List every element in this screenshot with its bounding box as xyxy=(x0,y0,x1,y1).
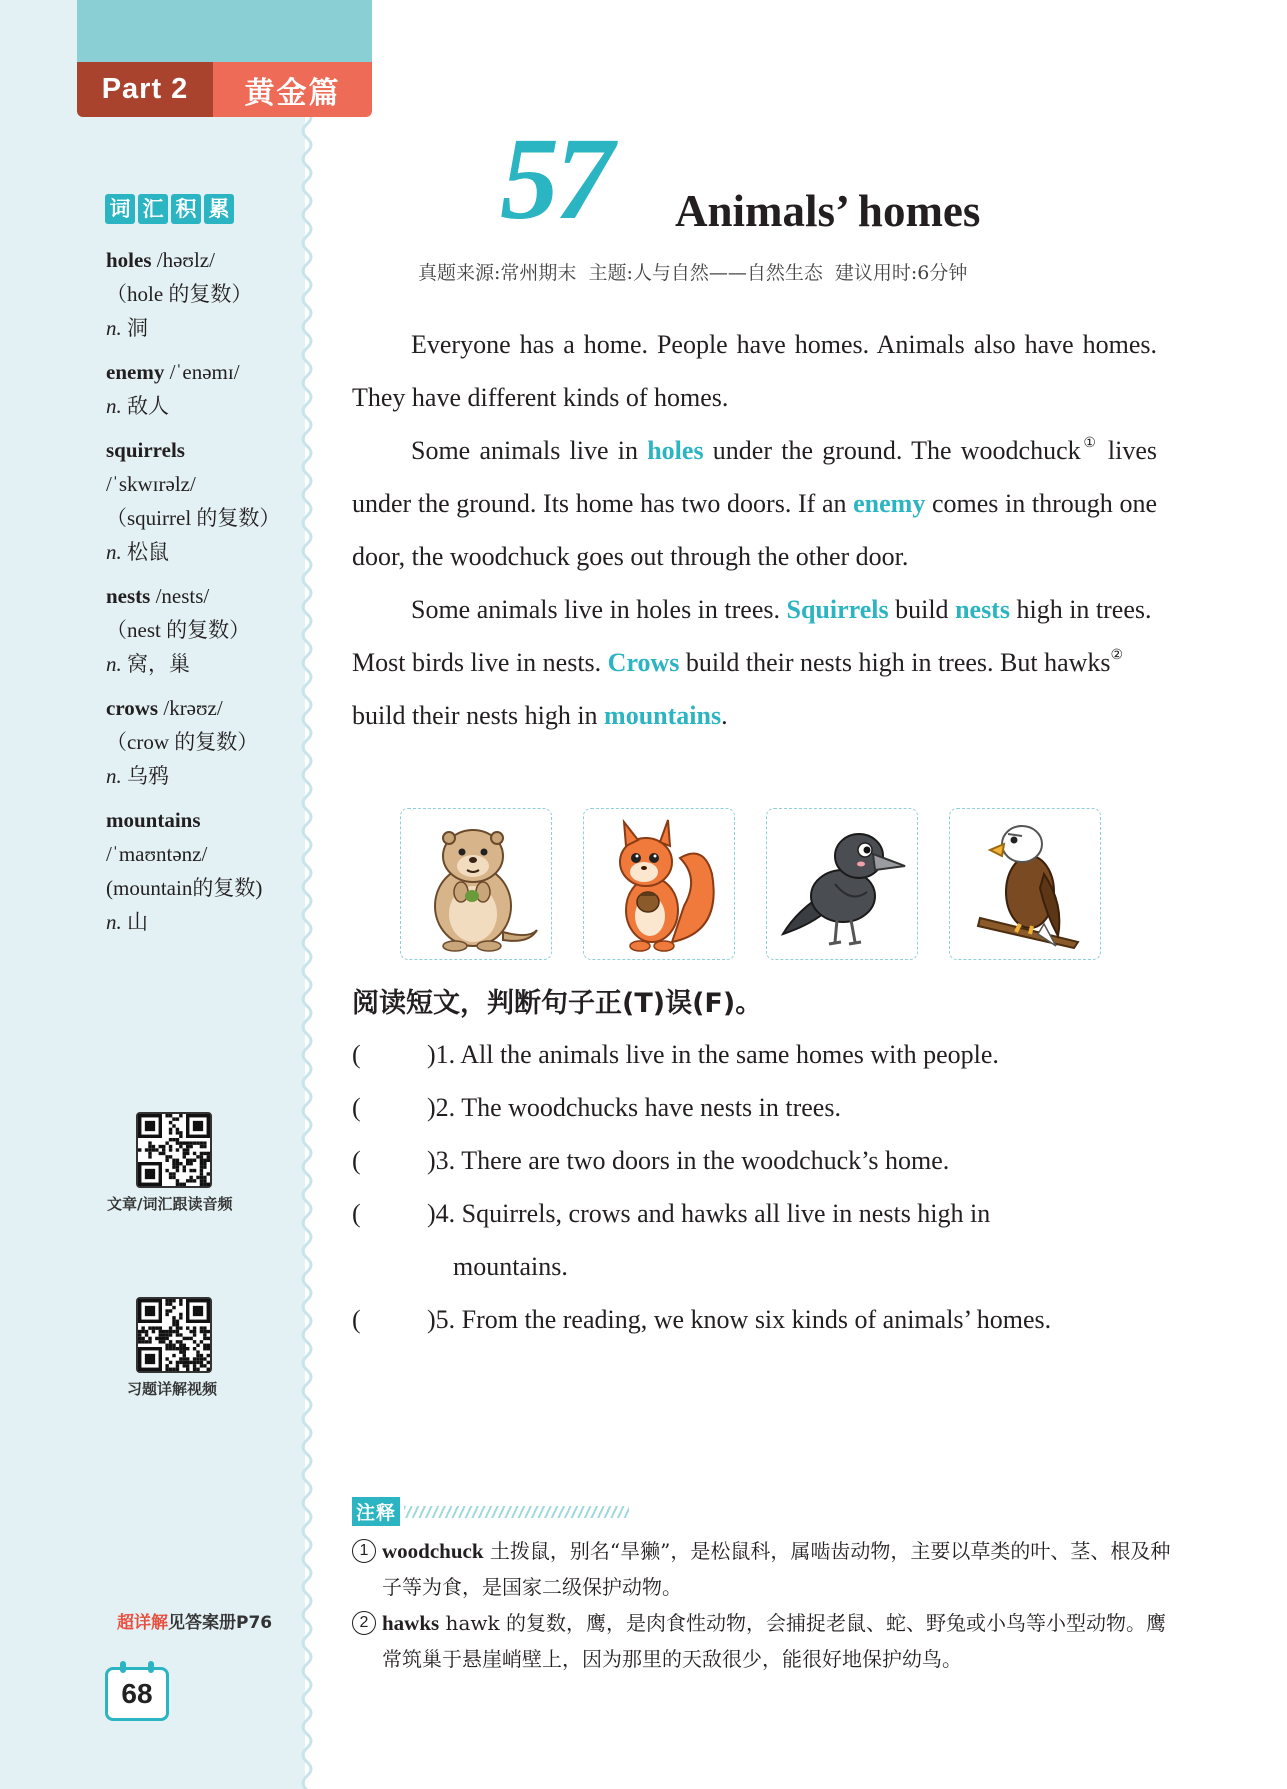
vocab-heading-char: 汇 xyxy=(138,194,168,224)
notes-tag: 注释 xyxy=(352,1497,400,1526)
question-text: )4. Squirrels, crows and hawks all live in nests high in xyxy=(427,1199,991,1228)
answer-blank[interactable]: ( xyxy=(352,1305,361,1334)
vocab-entry xyxy=(106,243,306,345)
question-text: )2. The woodchucks have nests in trees. xyxy=(427,1093,841,1122)
question-text: mountains. xyxy=(427,1252,568,1281)
keyword: Crows xyxy=(607,648,680,677)
footnote-number: 2 xyxy=(352,1611,376,1635)
vocab-word: enemy xyxy=(106,360,165,384)
lesson-title: Animals’ homes xyxy=(675,186,981,236)
footnote-body xyxy=(382,1533,1172,1605)
vocab-detail: （nest 的复数） xyxy=(106,618,251,642)
answer-blank[interactable]: ( xyxy=(352,1040,361,1069)
vocab-line xyxy=(106,647,306,681)
footnote-item xyxy=(352,1605,1172,1677)
notes-heading xyxy=(352,1497,629,1526)
vocab-detail: （hole 的复数） xyxy=(106,282,253,306)
vocab-line xyxy=(106,613,306,647)
part-tab xyxy=(77,62,372,117)
vocab-detail: （crow 的复数） xyxy=(106,730,259,754)
vocab-pos: n. xyxy=(106,394,122,418)
question-row xyxy=(352,1240,1172,1293)
woodchuck-illustration xyxy=(400,808,552,960)
vocab-line xyxy=(106,725,306,759)
question-text: )1. All the animals live in the same homes with people. xyxy=(427,1040,999,1069)
passage-paragraph-1: Everyone has a home. People have homes. Animals also have homes. They have different kinds of homes. xyxy=(352,330,1157,412)
vocab-detail: /həʊlz/ xyxy=(151,248,215,272)
footnote-term: hawks xyxy=(382,1611,440,1635)
question-text: )3. There are two doors in the woodchuck’s home. xyxy=(427,1146,950,1175)
footnote-ref-2: ② xyxy=(1110,648,1124,663)
passage-paragraph-3: Some animals live in holes in trees. Squirrels build nests high in trees. Most birds live in nests. Crows build their nests high in trees. But hawks② build their nests high in mountains. xyxy=(352,595,1152,730)
question-row xyxy=(352,1293,1172,1346)
keyword: nests xyxy=(955,595,1010,624)
vocab-detail: 松鼠 xyxy=(121,540,169,564)
question-text: )5. From the reading, we know six kinds of animals’ homes. xyxy=(427,1305,1052,1334)
page-number-badge xyxy=(105,1667,169,1721)
answer-blank[interactable]: ( xyxy=(352,1146,361,1175)
vocab-pos: n. xyxy=(106,910,122,934)
footnote-number: 1 xyxy=(352,1539,376,1563)
vocab-detail: 乌鸦 xyxy=(121,764,169,788)
vocab-line xyxy=(106,277,306,311)
qr-code-audio[interactable] xyxy=(136,1112,212,1188)
footnote-item xyxy=(352,1533,1172,1605)
crow-illustration xyxy=(766,808,918,960)
vocab-pos: n. xyxy=(106,764,122,788)
answer-blank[interactable] xyxy=(352,1240,427,1293)
vocab-pos: n. xyxy=(106,316,122,340)
answer-blank[interactable]: ( xyxy=(352,1199,361,1228)
calendar-ring-icon xyxy=(148,1661,154,1673)
footnote-text: 土拨鼠，别名“旱獭”，是松鼠科，属啮齿动物，主要以草类的叶、茎、根及种子等为食，是国家二级保护动物。 xyxy=(382,1539,1171,1599)
vocab-line xyxy=(106,433,306,467)
vocab-detail: (mountain的复数) xyxy=(106,876,263,900)
answer-ref-highlight: 超详解 xyxy=(117,1613,168,1633)
vocab-detail: /krəʊz/ xyxy=(158,696,223,720)
lesson-meta: 真题来源:常州期末 主题:人与自然——自然生态 建议用时:6分钟 xyxy=(418,262,968,284)
section-label: 黄金篇 xyxy=(213,62,372,117)
vocab-line xyxy=(106,691,306,725)
vocab-word: nests xyxy=(106,584,151,608)
footnote-term: woodchuck xyxy=(382,1539,484,1563)
answer-ref-text: 见答案册P76 xyxy=(168,1613,273,1633)
vocab-detail: 窝，巢 xyxy=(121,652,190,676)
vocab-heading xyxy=(105,194,234,224)
question-row xyxy=(352,1187,1172,1240)
page-number: 68 xyxy=(121,1678,153,1709)
vocab-detail: /ˈmaʊntənz/ xyxy=(106,842,208,866)
question-row xyxy=(352,1081,1172,1134)
vocab-line xyxy=(106,837,306,871)
vocab-line xyxy=(106,355,306,389)
hawk-illustration xyxy=(949,808,1101,960)
vocab-pos: n. xyxy=(106,540,122,564)
vocab-detail: /ˈenəmɪ/ xyxy=(164,360,240,384)
footnote-ref-1: ① xyxy=(1080,436,1099,451)
vocab-entry xyxy=(106,803,306,939)
vocab-word: squirrels xyxy=(106,438,185,462)
keyword: Squirrels xyxy=(786,595,889,624)
vocab-line xyxy=(106,759,306,793)
vocab-line xyxy=(106,467,306,501)
vocab-heading-char: 累 xyxy=(204,194,234,224)
squirrel-illustration xyxy=(583,808,735,960)
vocab-word: crows xyxy=(106,696,159,720)
vocab-entry xyxy=(106,579,306,681)
vocab-list xyxy=(106,243,306,949)
part-label: Part 2 xyxy=(77,62,213,117)
vocab-line xyxy=(106,535,306,569)
vocab-pos: n. xyxy=(106,652,122,676)
qr-caption-audio: 文章/词汇跟读音频 xyxy=(107,1195,233,1213)
qr-caption-video: 习题详解视频 xyxy=(127,1380,218,1398)
vocab-detail: /nests/ xyxy=(150,584,210,608)
vocab-entry xyxy=(106,433,306,569)
vocab-line xyxy=(106,803,306,837)
vocab-line xyxy=(106,579,306,613)
reading-passage xyxy=(352,318,1157,742)
qr-code-video[interactable] xyxy=(136,1297,212,1373)
answer-reference xyxy=(117,1608,272,1633)
keyword: enemy xyxy=(853,489,926,518)
vocab-line xyxy=(106,243,306,277)
vocab-line xyxy=(106,311,306,345)
animal-pictures xyxy=(400,808,1101,960)
vocab-detail: /ˈskwɪrəlz/ xyxy=(106,472,196,496)
vocab-entry xyxy=(106,691,306,793)
question-row xyxy=(352,1134,1172,1187)
vocab-word: mountains xyxy=(106,808,201,832)
lesson-number: 57 xyxy=(500,113,610,244)
vocab-detail: （squirrel 的复数） xyxy=(106,506,281,530)
calendar-ring-icon xyxy=(120,1661,126,1673)
vocab-line xyxy=(106,389,306,423)
exercise-instruction: 阅读短文，判断句子正(T)误(F)。 xyxy=(352,988,763,1019)
question-row xyxy=(352,1028,1172,1081)
answer-blank[interactable]: ( xyxy=(352,1093,361,1122)
vocab-detail: 洞 xyxy=(121,316,148,340)
vocab-line xyxy=(106,871,306,905)
footnote-body xyxy=(382,1605,1172,1677)
vocab-detail: 敌人 xyxy=(121,394,169,418)
passage-paragraph-2: Some animals live in holes under the ground. The woodchuck① lives under the ground. Its home has two doors. If an enemy comes in through one door, the woodchuck goes out through the other door. xyxy=(352,436,1157,571)
vocab-entry xyxy=(106,355,306,423)
header-band xyxy=(77,0,372,62)
vocab-detail: 山 xyxy=(121,910,148,934)
vocab-word: holes xyxy=(106,248,152,272)
vocab-line xyxy=(106,905,306,939)
notes-divider xyxy=(404,1506,629,1518)
vocab-heading-char: 积 xyxy=(171,194,201,224)
vocab-line xyxy=(106,501,306,535)
keyword: mountains xyxy=(604,701,722,730)
footnotes xyxy=(352,1533,1172,1677)
vocab-heading-char: 词 xyxy=(105,194,135,224)
exercise-questions xyxy=(352,1028,1172,1346)
footnote-text: hawk 的复数，鹰，是肉食性动物，会捕捉老鼠、蛇、野兔或小鸟等小型动物。鹰常筑巢于悬崖峭壁上，因为那里的天敌很少，能很好地保护幼鸟。 xyxy=(382,1611,1166,1671)
keyword: holes xyxy=(647,436,704,465)
